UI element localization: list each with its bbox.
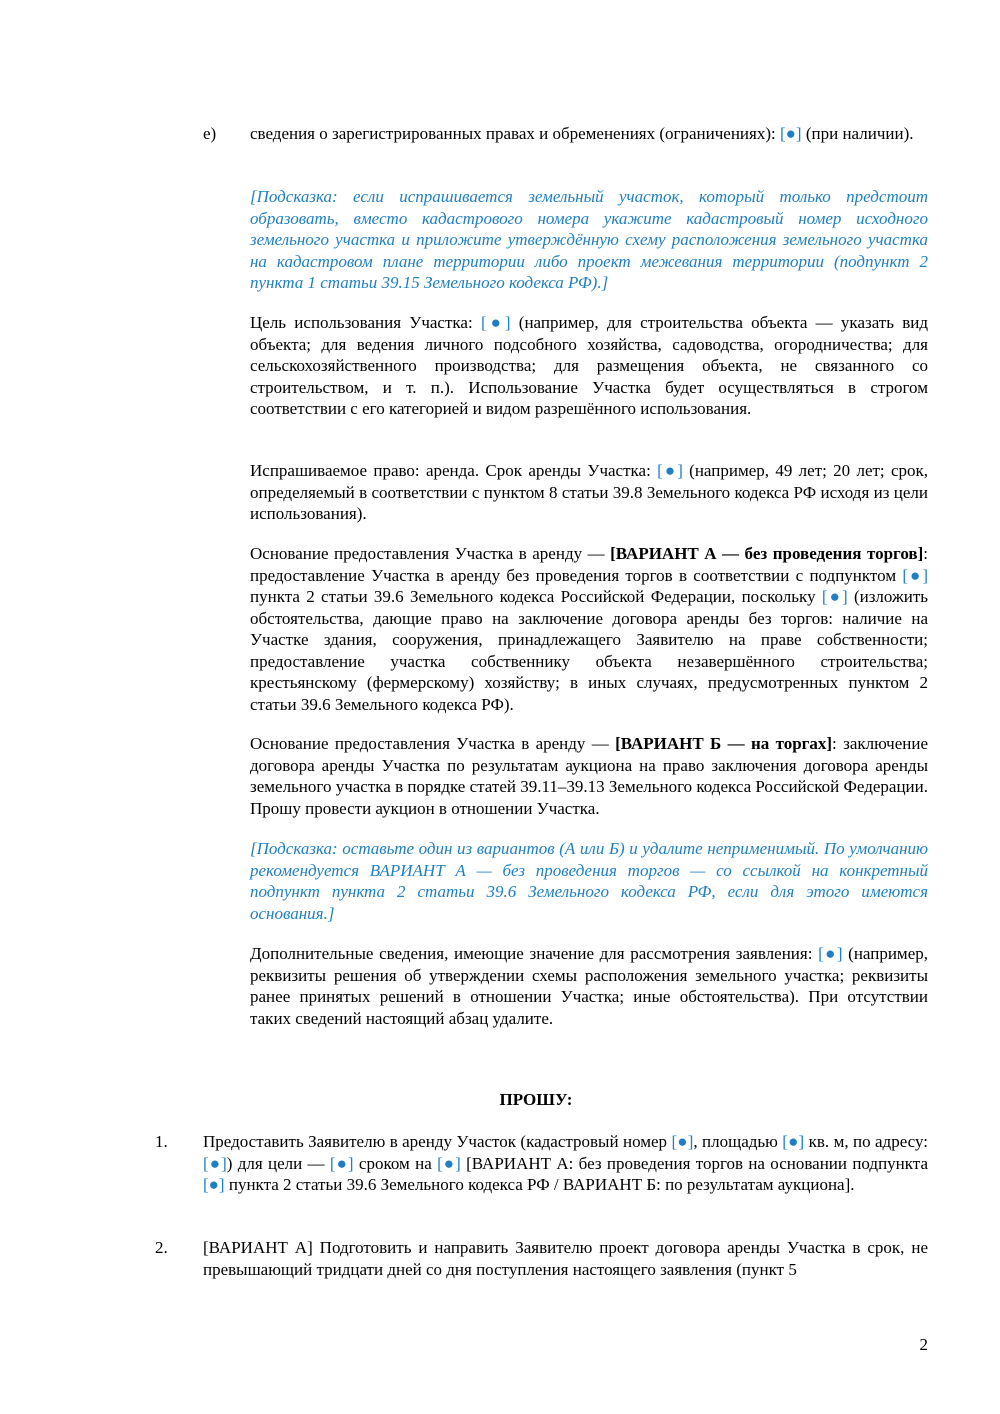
placeholder: [●] (780, 124, 802, 143)
item-e-text: сведения о зарегистрированных правах и обременениях (ограничениях): [●] (при наличии). (250, 124, 914, 143)
hint-cadastral: [Подсказка: если испрашивается земельный участок, который только предстоит образовать, вместо кадастрового номера укажите кадастровый номер исходного земельного участка и приложите утверждённую схему расположения земельного участка на кадастровом плане территории либо проект межевания территории (подпункт 2 пункта 1 статьи 39.15 Земельного кодекса РФ).] (250, 187, 928, 292)
hint-variants: [Подсказка: оставьте один из вариантов (А или Б) и удалите неприменимый. По умолчанию рекомендуется ВАРИАНТ А — без проведения торгов — со ссылкой на конкретный подпункт пункта 2 статьи 39.6 Земельного кодекса РФ, если для этого имеются основания.] (250, 839, 928, 923)
request-1-text: Предоставить Заявителю в аренду Участок (кадастровый номер [●], площадью [●] кв. м, по адресу: [●]) для цели — [●] сроком на [●] [ВАРИАНТ А: без проведения торгов на основании подпункта [●] пункта 2 статьи 39.6 Земельного кодекса РФ / ВАРИАНТ Б: по результатам аукциона]. (203, 1132, 928, 1194)
placeholder: [●] (671, 1132, 694, 1151)
placeholder: [●] (902, 565, 929, 585)
request-2-number: 2. (155, 1238, 168, 1257)
placeholder: [●] (818, 944, 843, 963)
variant-b-paragraph: Основание предоставления Участка в аренду — [ВАРИАНТ Б — на торгах]: заключение договора аренды Участка по результатам аукциона на право заключения договора аренды земельного участка в порядке статей 39.11–39.13 Земельного кодекса Российской Федерации. Прошу провести аукцион в отношении Участка. (250, 734, 928, 818)
placeholder: [●] (329, 1153, 354, 1173)
placeholder: [●] (437, 1153, 461, 1173)
request-1-number: 1. (155, 1132, 168, 1151)
purpose-paragraph: Цель использования Участка: [●] (например, для строительства объекта — указать вид объекта; для ведения личного подсобного хозяйства, садоводства, огородничества; для сельскохозяйственного производства; для размещения объекта, не связанного со строительством, и т. п.). Использование Участка будет осуществляться в строгом соответствии с его категорией и видом разрешённого использования. (250, 313, 929, 418)
placeholder: [●] (480, 313, 511, 332)
request-2-text: [ВАРИАНТ А] Подготовить и направить Заявителю проект договора аренды Участка в срок, не превышающий тридцати дней со дня поступления настоящего заявления (пункт 5 (203, 1238, 928, 1279)
request-heading: ПРОШУ: (499, 1090, 573, 1109)
placeholder: [●] (821, 587, 848, 606)
additional-info-paragraph: Дополнительные сведения, имеющие значение для рассмотрения заявления: [●] (например, реквизиты решения об утверждении схемы расположения земельного участка; реквизиты ранее принятых решений в отношении Участка; иные обстоятельства). При отсутствии таких сведений настоящий абзац удалите. (250, 944, 928, 1028)
page-number: 2 (919, 1335, 928, 1354)
placeholder: [●] (782, 1132, 805, 1151)
placeholder: [●] (203, 1153, 227, 1173)
placeholder: [●] (657, 461, 683, 480)
placeholder: [●] (203, 1175, 225, 1194)
lease-right-paragraph: Испрашиваемое право: аренда. Срок аренды Участка: [●] (например, 49 лет; 20 лет; срок, определяемый в соответствии с пунктом 8 статьи 39.8 Земельного кодекса РФ исходя из цели использования). (250, 461, 929, 523)
item-e-label: е) (203, 124, 217, 143)
variant-a-paragraph: Основание предоставления Участка в аренду — [ВАРИАНТ А — без проведения торгов]: предоставление Участка в аренду без проведения торгов в соответствии с подпунктом [●] пункта 2 статьи 39.6 Земельного кодекса Российской Федерации, поскольку [●] (изложить обстоятельства, дающие право на заключение договора аренды без торгов: наличие на Участке здания, сооружения, принадлежащего Заявителю на праве собственности; предоставление участка собственнику объекта незавершённого строительства; крестьянскому (фермерскому) хозяйству; в иных случаях, предусмотренных пунктом 2 статьи 39.6 Земельного кодекса РФ). (250, 544, 929, 714)
